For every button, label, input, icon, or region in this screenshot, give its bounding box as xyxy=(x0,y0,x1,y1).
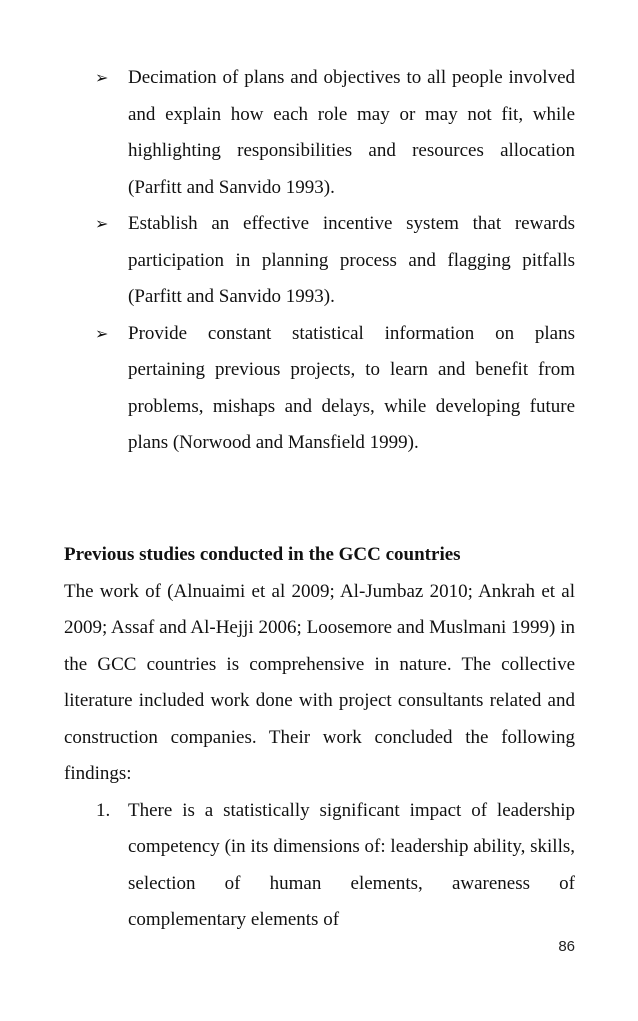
page-number: 86 xyxy=(558,938,575,955)
arrow-bullet-icon: ➢ xyxy=(95,323,109,343)
bullet-text: Provide constant statistical information on plans pertaining previous projects, to learn and benefit from problems, mishaps and delays, while developing future plans (Norwood and Mansfield 1999). xyxy=(128,322,575,453)
findings-list xyxy=(64,793,575,939)
finding-text: There is a statistically significant impact of leadership competency (in its dimensions of: leadership ability, skills, selection of human elements, awareness of complementary elements of xyxy=(128,799,575,930)
section-heading: Previous studies conducted in the GCC countries xyxy=(64,544,461,565)
bullet-list xyxy=(95,60,575,462)
section-paragraph: The work of (Alnuaimi et al 2009; Al-Jumbaz 2010; Ankrah et al 2009; Assaf and Al-Hejji 2006; Loosemore and Muslmani 1999) in the GCC countries is comprehensive in nature. The collective literature included work done with project consultants related and construction companies. Their work concluded the following findings: xyxy=(64,580,575,784)
bullet-item xyxy=(95,206,575,316)
bullet-text: Decimation of plans and objectives to all people involved and explain how each role may or may not fit, while highlighting responsibilities and resources allocation (Parfitt and Sanvido 1993). xyxy=(128,67,575,198)
bullet-text: Establish an effective incentive system that rewards participation in planning process and flagging pitfalls (Parfitt and Sanvido 1993). xyxy=(128,213,575,307)
gcc-studies-section xyxy=(64,537,575,939)
finding-number: 1. xyxy=(96,799,111,821)
bullet-item xyxy=(95,316,575,462)
arrow-bullet-icon: ➢ xyxy=(95,68,109,87)
finding-item xyxy=(64,793,575,939)
arrow-bullet-icon: ➢ xyxy=(95,214,109,233)
bullet-item xyxy=(95,60,575,206)
